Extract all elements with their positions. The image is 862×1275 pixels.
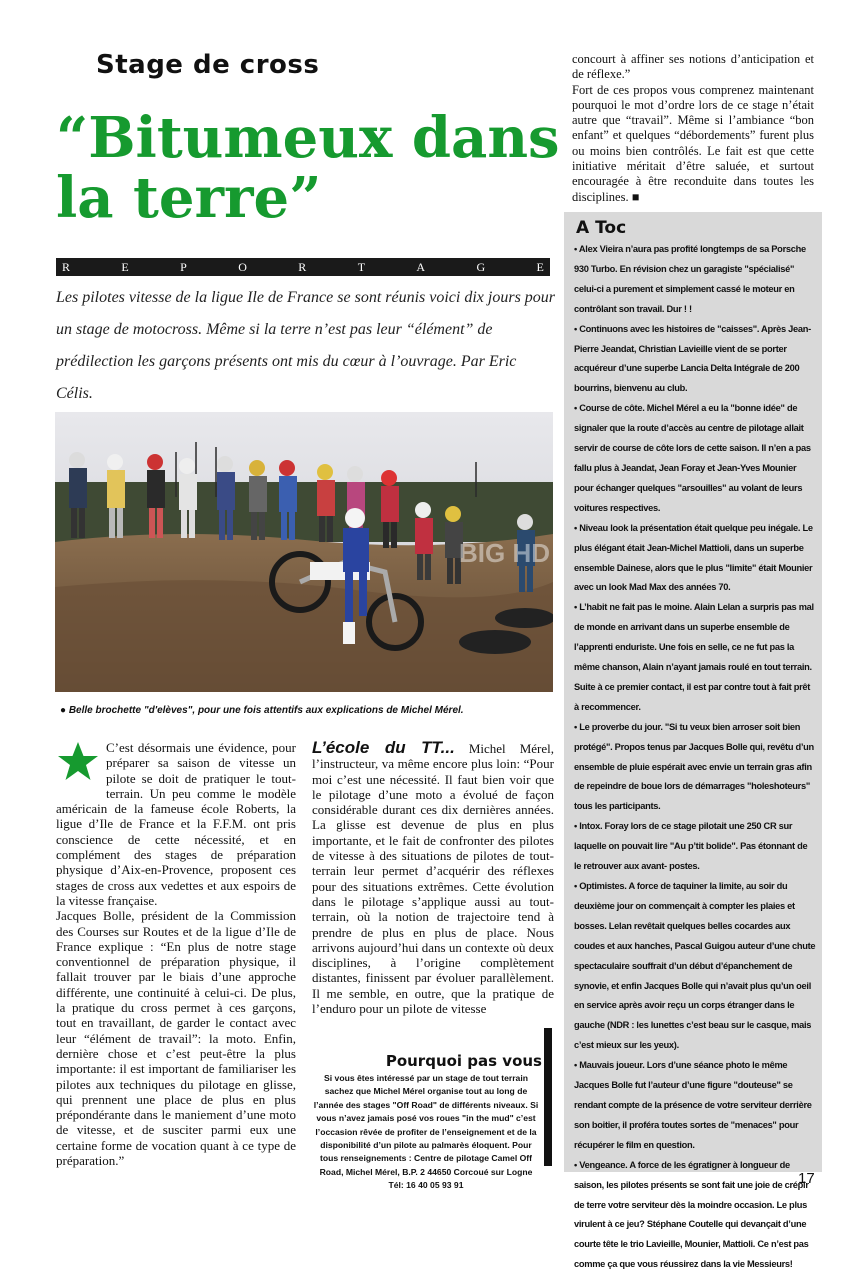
body-paragraph: Jacques Bolle, président de la Commission des Courses sur Routes et de la ligue d’Ile de France explique : “En plus de notre stage conventionnel de préparation physique, il fallait trouver par le biais d’une approche différente, une continuité à celui-ci. De plus, la pratique du cross permet à ces garçons, tout en travaillant, de garder le contact avec leur “élément de travail”: la moto. Enfin, dernière chose et c’est peut-être la plus importante: il est important de familiariser les pilotes aux techniques du pilotage en glisse, qui prennent une place de plus en plus prépondérante dans le maniement d’une moto de vitesse, et de susciter parmi eux une certaine forme de vocation quant à ce type de préparation.” xyxy=(56,908,296,1169)
end-mark: ■ xyxy=(631,189,640,204)
sidebar-body xyxy=(574,240,816,1275)
sidebar-item: • Le proverbe du jour. "Si tu veux bien arroser soit bien protégé". Propos tenus par Jacques Bolle qui, revêtu d’un ensemble de pluie espérait avec envie un terrain gras afin de repeindre de boue lors de démarrages "holeshoteurs" tous les participants. xyxy=(574,721,814,812)
rubric-bar xyxy=(56,258,550,276)
chapo: Les pilotes vitesse de la ligue Ile de France se sont réunis voici dix jours pour un stage de motocross. Même si la terre n’est pas leur “élément” de prédilection les garçons présents ont mis du cœur à l’ouvrage. Par Eric Célis. xyxy=(56,289,556,402)
body-column-3 xyxy=(572,52,814,205)
kicker: Stage de cross xyxy=(96,50,320,80)
subheading: L’école du TT... xyxy=(312,738,455,757)
rubric-letter: T xyxy=(357,259,366,274)
rubric-letter: G xyxy=(476,259,486,274)
sidebar-item: • Niveau look la présentation était quelque peu inégale. Le plus élégant était Jean-Michel Mattioli, dans un superbe ensemble Dainese, alors que le plus "limite" était Mounier avec un look Mad Max des années 70. xyxy=(574,522,813,593)
sidebar-item: • Mauvais joueur. Lors d’une séance photo le même Jacques Bolle fut l’auteur d’une figure "douteuse" se rendant compte de la présence de votre serviteur derrière son boitier, il proféra toutes sortes de "menaces" pour récupérer le film en question. xyxy=(574,1060,812,1150)
star-icon xyxy=(56,740,100,784)
photo-watermark: BIG HD xyxy=(459,538,550,568)
headline: “Bitumeux dans la terre” xyxy=(56,105,560,231)
sidebar-item: • Optimistes. A force de taquiner la limite, au soir du deuxième jour on commençait à compter les plaies et bosses. Lelan revêtait quelques belles cocardes aux coudes et aux hanches, Pascal Guigou auteur d’une chute spectaculaire souffrait d’un début d’épanchement de synovie, et enfin Jacques Bolle qui n’avait plus qu’un oeil en service après avoir reçu un corps étranger dans le gauche (NDR : les lunettes c’est beau sur le casque, mais c’est mieux sur les yeux). xyxy=(574,881,816,1051)
rubric-letter: A xyxy=(416,259,426,274)
box-title: Pourquoi pas vous xyxy=(385,1052,542,1070)
rubric-letter: P xyxy=(180,259,187,274)
sidebar-item: • Vengeance. A force de les égratigner à longueur de saison, les pilotes présents se sont fait une joie de crépir de terre votre serviteur dès la moindre occasion. Le plus virulent à ce jeu? Stéphane Coutelle qui devançait d’une courte tête le trio Lavieille, Mounier, Mattioli. Ce n’est pas comme ça que vous réussirez dans la vie Messieurs! xyxy=(574,1159,809,1270)
sidebar-item: • Course de côte. Michel Mérel a eu la "bonne idée" de signaler que la route d’accès au centre de pilotage allait servir de course de côte lors de cette saison. Il n’en a pas fallu plus à Jeandat, Jean Foray et Jean-Yves Mounier pour échanger quelques "arsouilles" au volant de leurs voitures respectives. xyxy=(574,403,811,513)
box-body: Si vous êtes intéressé par un stage de tout terrain sachez que Michel Mérel organise tout au long de l’année des stages "Off Road" de différents niveaux. Si vous n’avez jamais posé vos roues "in the mud" c’est l’occasion rêvée de profiter de l’enseignement et de la disponibilité d’un pilote au palmarès éloquent. Pour tous renseignements : Centre de pilotage Camel Off Road, Michel Mérel, B.P. 2 44650 Corcoué sur Logne Tél: 16 40 05 93 91 xyxy=(313,1073,539,1191)
rubric-letter: R xyxy=(298,259,307,274)
article-photo xyxy=(55,412,553,692)
rubric-letter: E xyxy=(536,259,544,274)
body-column-2 xyxy=(312,740,554,1016)
page-number: 17 xyxy=(798,1170,815,1187)
photo-caption: ● Belle brochette "d'elèves", pour une fois attentifs aux explications de Michel Mérel. xyxy=(60,705,464,716)
sidebar-item: • L’habit ne fait pas le moine. Alain Lelan a surpris pas mal de monde en arrivant dans un superbe ensemble de l’apprenti enduriste. Une fois en selle, ce ne fut pas la même chanson, Alain n’ayant jamais roulé en tout terrain. Suite à ce premier contact, il est par contre tout à fait prêt à recommencer. xyxy=(574,602,814,712)
sidebar-title: A Toc xyxy=(576,218,627,238)
sidebar-item: • Alex Vieira n’aura pas profité longtemps de sa Porsche 930 Turbo. En révision chez un garagiste "spécialisé" celui-ci a purement et simplement cassé le moteur en contrôlant son travail. Dur ! ! xyxy=(574,244,806,314)
sidebar-item: • Intox. Foray lors de ce stage pilotait une 250 CR sur laquelle on pouvait lire "Au p’tit bolide". Pas étonnant de le retrouver aux avant- postes. xyxy=(574,821,808,872)
rubric-letter: O xyxy=(238,259,247,274)
sidebar-item: • Continuons avec les histoires de "caisses". Après Jean-Pierre Jeandat, Christian Lavieille vient de se porter acquéreur d’une superbe Lancia Delta Intégrale de 200 bourrins, bienvenu au club. xyxy=(574,323,811,394)
rubric-letter: R xyxy=(62,259,71,274)
body-paragraph: Michel Mérel, l’instructeur, va même encore plus loin: “Pour moi c’est une nécessité. Il faut bien voir que le pilotage d’une moto a évolué de façon considérable durant ces dix dernières années. La glisse est devenue de plus en plus importante, et le fait de confronter des pilotes de vitesse à des situations de pilotes de tout- terrain leur permet d’acquérir des réflexes pour des situations extrêmes. Cette évolution dans le pilotage s’applique aussi au tout- terrain, où la notion de trajectoire tend à prendre de plus en plus de place. Nous arrivons aujourd’hui dans un contexte où deux disciplines, à l’origine complètement distantes, finissent par évoluer parallèlement. Il me semble, en outre, que la pratique de l’enduro pour un pilote de vitesse xyxy=(312,741,554,1017)
rubric-letter: E xyxy=(121,259,129,274)
body-column-1 xyxy=(56,740,296,1168)
body-paragraph: concourt à affiner ses notions d’anticipation et de réflexe.” xyxy=(572,52,814,82)
body-paragraph: Fort de ces propos vous comprenez maintenant pourquoi le mot d’ordre lors de ce stage n’était autre que “travail”. Même si l’ambiance “bon enfant” et quelques “débordements” furent plus ou moins bien contrôlés. Le fait est que cette initiative méritait d’être saluée, et surtout encouragée à être reconduite dans toutes les disciplines. xyxy=(572,82,814,204)
body-paragraph: C’est désormais une évidence, pour préparer sa saison de vitesse un pilote se doit de pratiquer le tout-terrain. Un peu comme le modèle américain de la fameuse école Roberts, la ligue d’Ile de France et la F.F.M. ont pris conscience de cette nécessité, et en complément des stages de préparation physique d’Aix-en-Provence, proposent ces stages de cross aux vedettes et aux espoirs de la vitesse française. xyxy=(56,740,296,908)
box-rule xyxy=(544,1028,552,1166)
